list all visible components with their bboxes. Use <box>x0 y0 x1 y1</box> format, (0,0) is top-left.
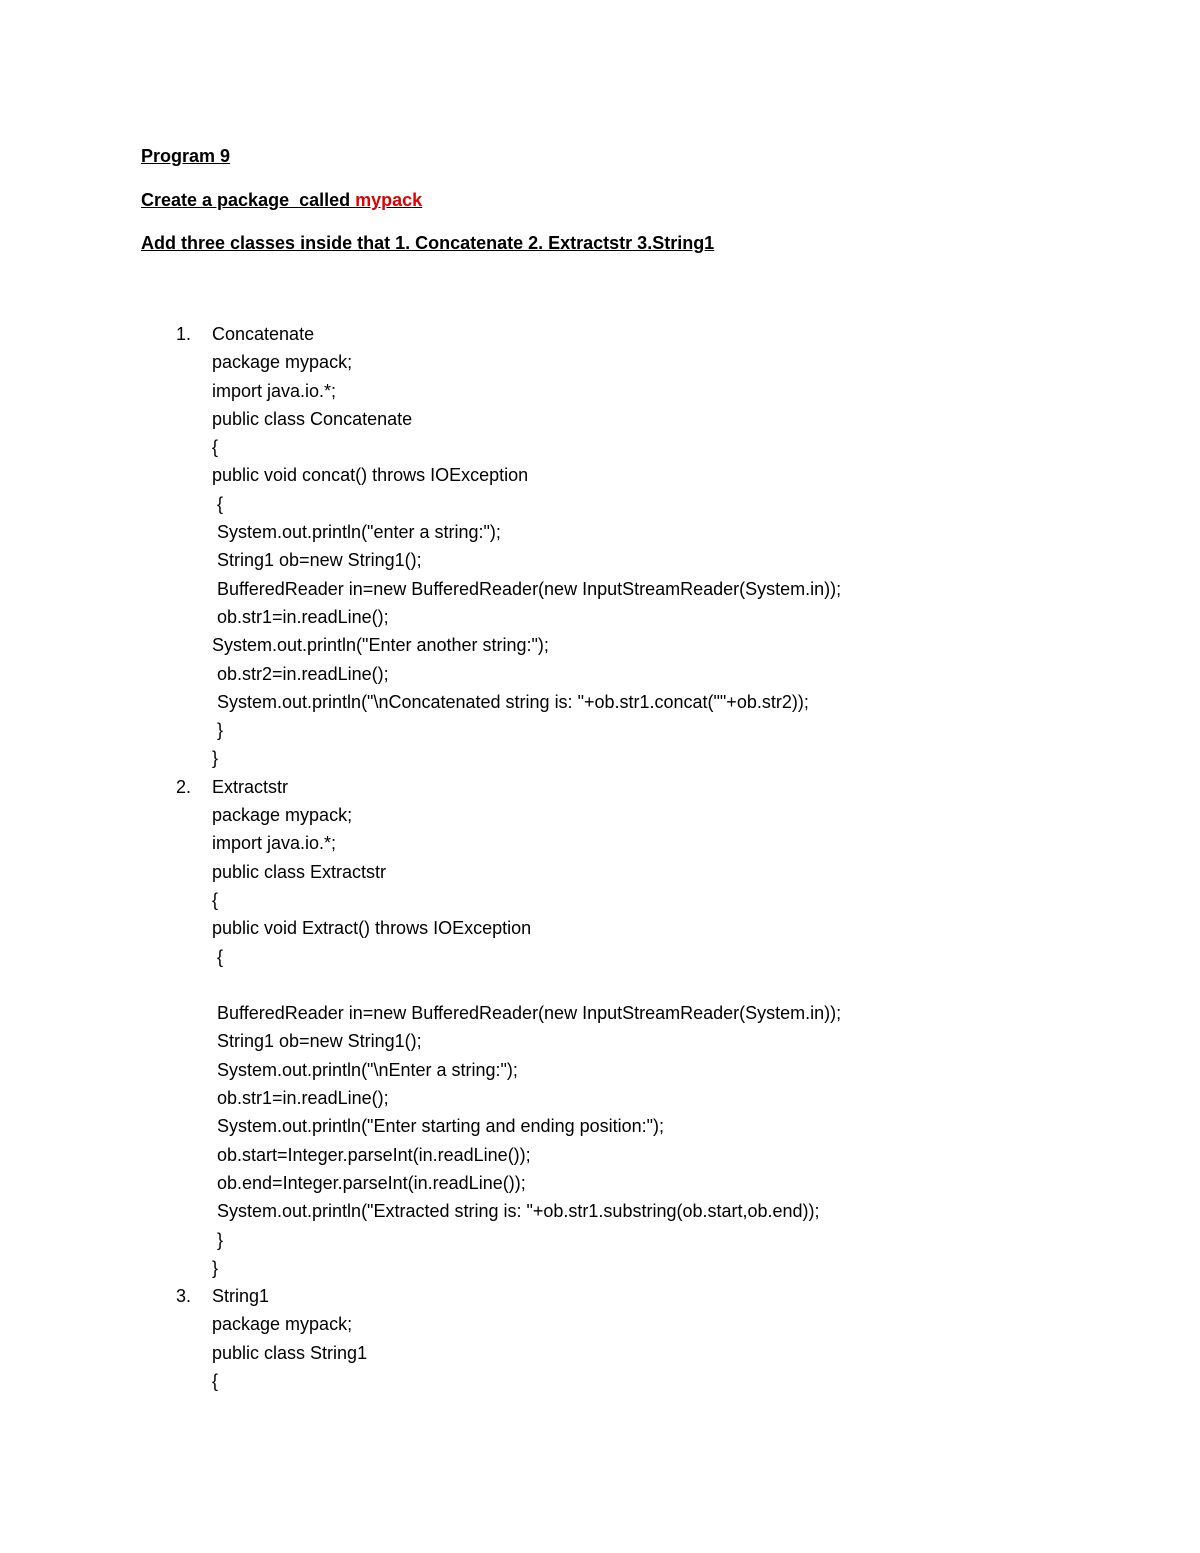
code-line: ob.end=Integer.parseInt(in.readLine()); <box>212 1172 526 1193</box>
package-name: mypack <box>355 190 423 210</box>
code-line: { <box>212 437 219 458</box>
code-line: System.out.println("\nConcatenated string is: "+ob.str1.concat(""+ob.str2)); <box>212 691 809 712</box>
code-line: public class String1 <box>212 1342 368 1363</box>
classes-instruction: Add three classes inside that 1. Concatenate 2. Extractstr 3.String1 <box>141 233 715 253</box>
code-line: public void Extract() throws IOException <box>212 918 532 939</box>
section-number: 2. <box>176 776 192 797</box>
code-line: { <box>212 889 219 910</box>
code-line: System.out.println("enter a string:"); <box>212 522 501 543</box>
code-line: public void concat() throws IOException <box>212 465 529 486</box>
section-number: 3. <box>176 1286 192 1307</box>
code-line: System.out.println("Enter starting and ending position:"); <box>212 1116 665 1137</box>
section-number: 1. <box>176 324 192 344</box>
program-title: Program 9 <box>141 146 231 166</box>
code-line: System.out.println("Enter another string:"); <box>212 635 549 656</box>
code-line: { <box>212 946 224 967</box>
code-line: package mypack; <box>212 805 353 826</box>
code-line: package mypack; <box>212 352 353 373</box>
code-line: ob.start=Integer.parseInt(in.readLine()); <box>212 1144 531 1165</box>
code-line: import java.io.*; <box>212 380 337 401</box>
section-title: String1 <box>212 1286 270 1307</box>
code-line: } <box>212 720 224 741</box>
section-concatenate <box>141 320 1141 773</box>
section-extractstr <box>141 773 1141 1282</box>
section-string1 <box>141 1282 1141 1395</box>
code-line: import java.io.*; <box>212 833 337 854</box>
code-line: ob.str2=in.readLine(); <box>212 663 389 684</box>
code-line: } <box>212 1257 219 1278</box>
code-line: ob.str1=in.readLine(); <box>212 606 389 627</box>
section-title: Extractstr <box>212 776 289 797</box>
code-line-blank <box>212 971 1141 999</box>
code-line: String1 ob=new String1(); <box>212 1031 422 1052</box>
code-line: ob.str1=in.readLine(); <box>212 1088 389 1109</box>
code-line: } <box>212 748 219 769</box>
code-line: BufferedReader in=new BufferedReader(new InputStreamReader(System.in)); <box>212 578 842 599</box>
code-line: System.out.println("\nEnter a string:"); <box>212 1059 518 1080</box>
code-line: String1 ob=new String1(); <box>212 550 422 571</box>
code-line: } <box>212 1229 224 1250</box>
code-line: package mypack; <box>212 1314 353 1335</box>
package-instruction-prefix: Create a package called <box>141 190 356 210</box>
code-line: System.out.println("Extracted string is: "+ob.str1.substring(ob.start,ob.end)); <box>212 1201 820 1222</box>
code-line: public class Concatenate <box>212 408 413 429</box>
code-line: { <box>212 493 224 514</box>
class-sections <box>141 320 1141 1395</box>
code-line: { <box>212 1370 219 1391</box>
package-instruction <box>141 188 422 212</box>
code-line: public class Extractstr <box>212 861 387 882</box>
section-title: Concatenate <box>212 324 315 344</box>
code-line: BufferedReader in=new BufferedReader(new InputStreamReader(System.in)); <box>212 1003 842 1024</box>
